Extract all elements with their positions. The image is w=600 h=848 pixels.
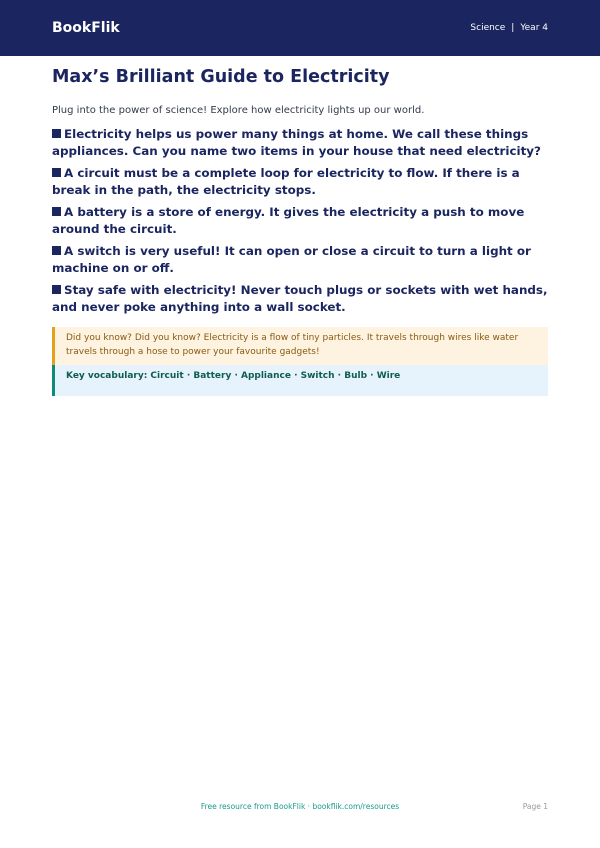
meta-separator: | [511,23,515,33]
fact-item [52,243,548,277]
key-vocabulary-box: Key vocabulary: Circuit · Battery · Appliance · Switch · Bulb · Wire [52,365,548,396]
fact-text: A battery is a store of energy. It gives the electricity a push to move around the circuit. [52,205,525,236]
did-you-know-callout: Did you know? Did you know? Electricity is a flow of tiny particles. It travels through wires like water travels through a hose to power your favourite gadgets! [52,327,548,365]
square-bullet-icon [52,129,61,138]
fact-item [52,126,548,160]
subject-year-label [470,23,548,33]
fact-item [52,204,548,238]
square-bullet-icon [52,285,61,294]
brand-logo[interactable]: BookFlik [52,20,120,36]
fact-text: A circuit must be a complete loop for electricity to flow. If there is a break in the path, the electricity stops. [52,166,520,197]
fact-list [52,126,548,316]
page-number: Page 1 [522,802,548,811]
intro-text: Plug into the power of science! Explore how electricity lights up our world. [52,105,425,116]
square-bullet-icon [52,207,61,216]
page-title: Max’s Brilliant Guide to Electricity [52,67,390,87]
fact-text: Electricity helps us power many things at home. We call these things appliances. Can you name two items in your house that need electricity? [52,127,541,158]
fact-item [52,282,548,316]
square-bullet-icon [52,246,61,255]
fact-text: Stay safe with electricity! Never touch plugs or sockets with wet hands, and never poke anything into a wall socket. [52,283,548,314]
year-label: Year 4 [520,23,548,33]
square-bullet-icon [52,168,61,177]
footer-resource-link[interactable]: Free resource from BookFlik · bookflik.com/resources [200,802,400,811]
site-header [0,0,600,56]
fact-text: A switch is very useful! It can open or close a circuit to turn a light or machine on or off. [52,244,531,275]
subject-label: Science [470,23,506,33]
fact-item [52,165,548,199]
main-content [52,66,548,396]
